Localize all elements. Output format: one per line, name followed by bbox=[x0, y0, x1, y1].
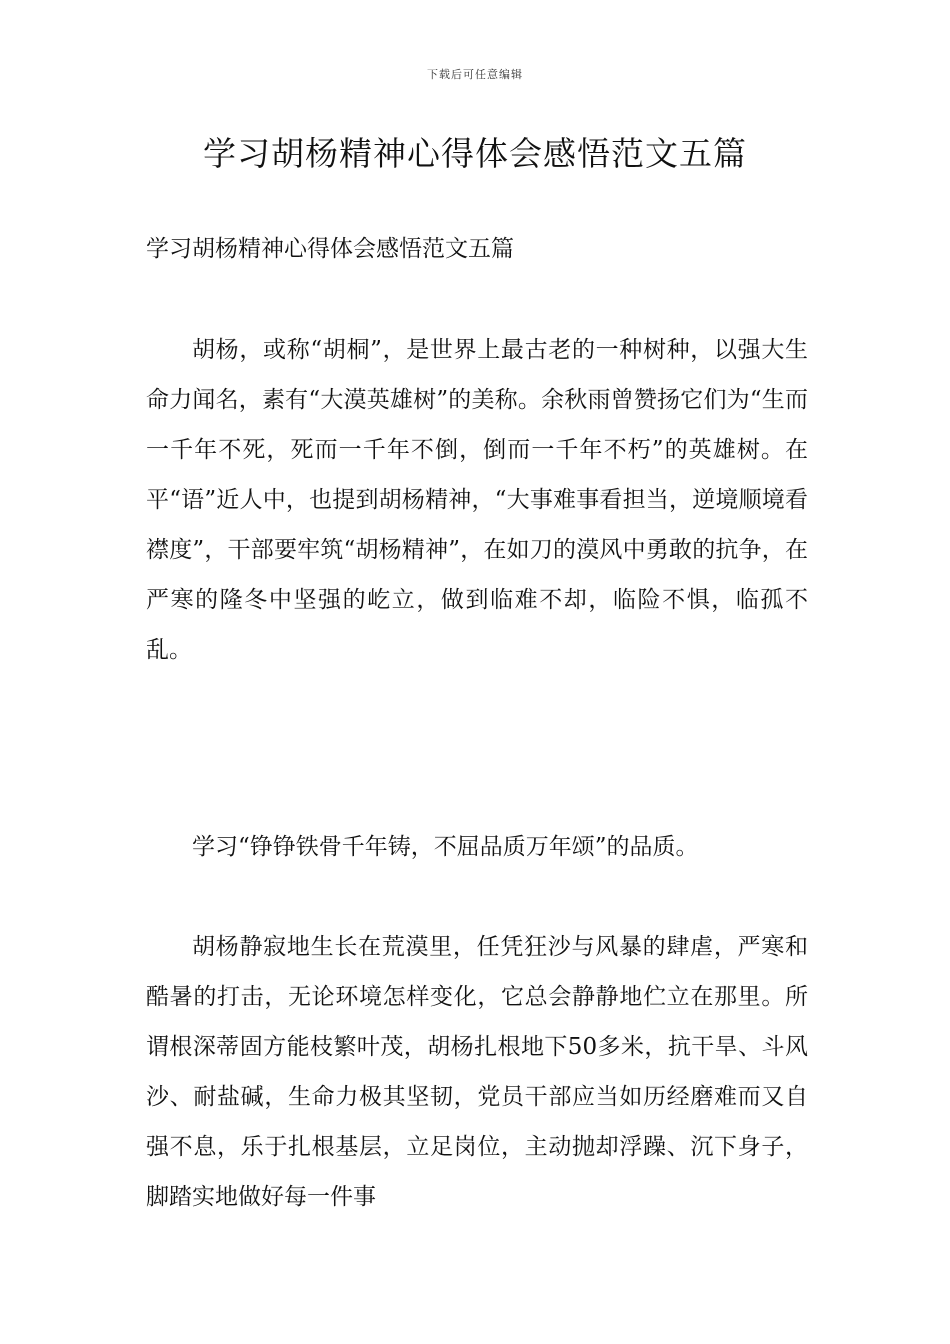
section-heading: 学习“铮铮铁骨千年铸，不屈品质万年颂”的品质。 bbox=[192, 834, 699, 860]
document-title: 学习胡杨精神心得体会感悟范文五篇 bbox=[203, 134, 747, 173]
section-paragraph: 胡杨静寂地生长在荒漠里，任凭狂沙与风暴的肆虐，严寒和酷暑的打击，无论环境怎样变化，它总会静静地伫立在那里。所谓根深蒂固方能枝繁叶茂，胡杨扎根地下50多米，抗干旱、斗风沙、耐盐碱，生命力极其坚韧，党员干部应当如历经磨难而又自强不息，乐于扎根基层，立足岗位，主动抛却浮躁、沉下身子，脚踏实地做好每一件事 bbox=[146, 934, 808, 1210]
header-note: 下载后可任意编辑 bbox=[427, 68, 523, 81]
intro-paragraph: 胡杨，或称“胡桐”，是世界上最古老的一种树种，以强大生命力闻名，素有“大漠英雄树”的美称。余秋雨曾赞扬它们为“生而一千年不死，死而一千年不倒，倒而一千年不朽”的英雄树。在平“语”近人中，也提到胡杨精神，“大事难事看担当，逆境顺境看襟度”，干部要牢筑“胡杨精神”，在如刀的漠风中勇敢的抗争，在严寒的隆冬中坚强的屹立，做到临难不却，临险不惧，临孤不乱。 bbox=[146, 337, 808, 663]
document-subtitle: 学习胡杨精神心得体会感悟范文五篇 bbox=[146, 236, 514, 262]
